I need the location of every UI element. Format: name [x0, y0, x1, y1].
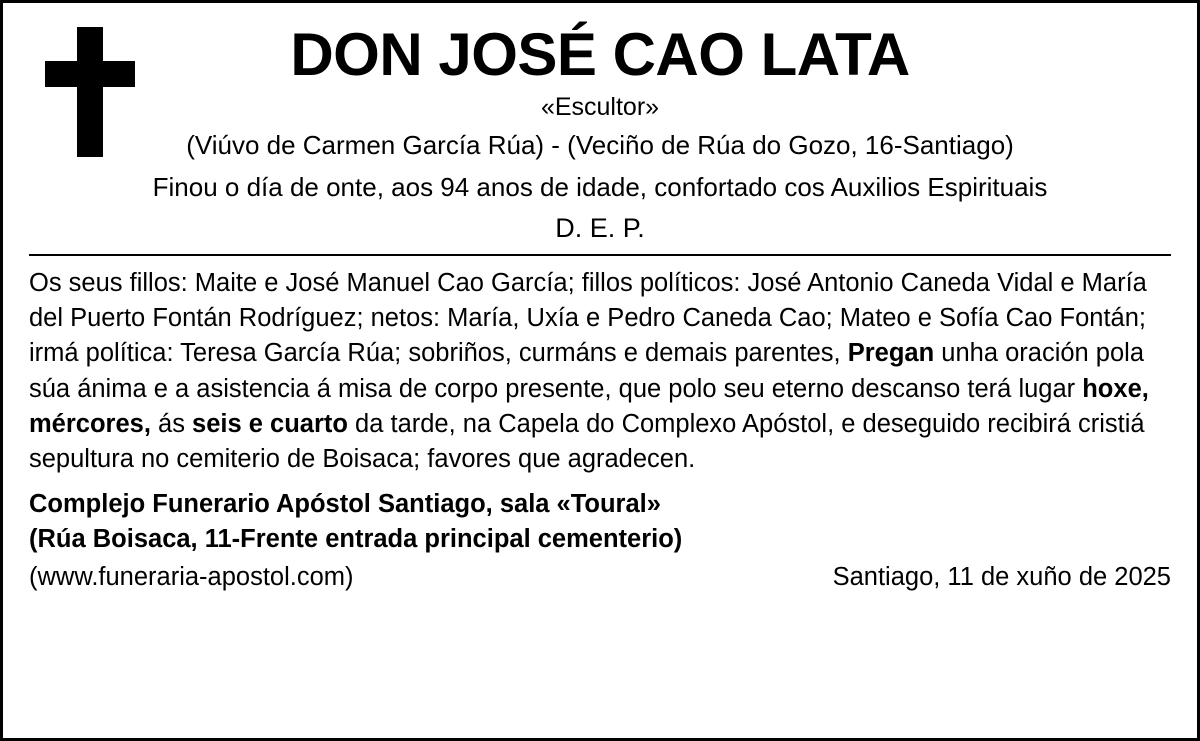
- funeral-home-website[interactable]: (www.funeraria-apostol.com): [29, 563, 354, 592]
- deceased-relation: (Viúvo de Carmen García Rúa) - (Veciño de Rúa do Gozo, 16-Santiago): [186, 130, 1014, 161]
- body-part-3: ás: [150, 409, 193, 438]
- notice-footer: [29, 563, 1171, 592]
- notice-body: [29, 266, 1171, 477]
- deceased-name: DON JOSÉ CAO LATA: [290, 21, 910, 88]
- cross-icon: [41, 27, 137, 157]
- notice-header: [29, 13, 1171, 246]
- ceremony-time: seis e cuarto: [192, 409, 348, 438]
- pregan-emphasis: Pregan: [847, 339, 935, 368]
- funeral-venue: [29, 487, 1171, 557]
- cross-horizontal-bar: [45, 61, 135, 87]
- place-and-date: Santiago, 11 de xuño de 2025: [832, 563, 1171, 592]
- body-part-1: Os seus fillos: Maite e José Manuel Cao García; fillos políticos: José Antonio Caneda Vidal e María del Puerto Fontán Rodríguez; netos: María, Uxía e Pedro Caneda Cao; Mateo e Sofía Cao Fontán; irmá política: Teresa García Rúa; sobriños, curmáns e demais parentes,: [29, 268, 1147, 368]
- rest-in-peace: D. E. P.: [555, 212, 645, 243]
- death-details: Finou o día de onte, aos 94 anos de idade, confortado cos Auxilios Espirituais: [152, 172, 1048, 203]
- divider: [29, 254, 1171, 256]
- body-paragraph: [29, 266, 1171, 477]
- venue-line-2: (Rúa Boisaca, 11-Frente entrada principal cementerio): [29, 525, 683, 554]
- body-part-4: da tarde, na Capela do Complexo Apóstol, e deseguido recibirá cristiá sepultura no cemiterio de Boisaca; favores que agradecen.: [29, 409, 1145, 473]
- cross-vertical-bar: [77, 27, 103, 157]
- venue-line-1: Complejo Funerario Apóstol Santiago, sala «Toural»: [29, 490, 661, 519]
- body-part-2: unha oración pola súa ánima e a asistencia á misa de corpo presente, que polo seu eterno descanso terá lugar: [29, 339, 1145, 403]
- deceased-subtitle: «Escultor»: [540, 93, 660, 121]
- ceremony-day: hoxe, mércores,: [29, 374, 1149, 438]
